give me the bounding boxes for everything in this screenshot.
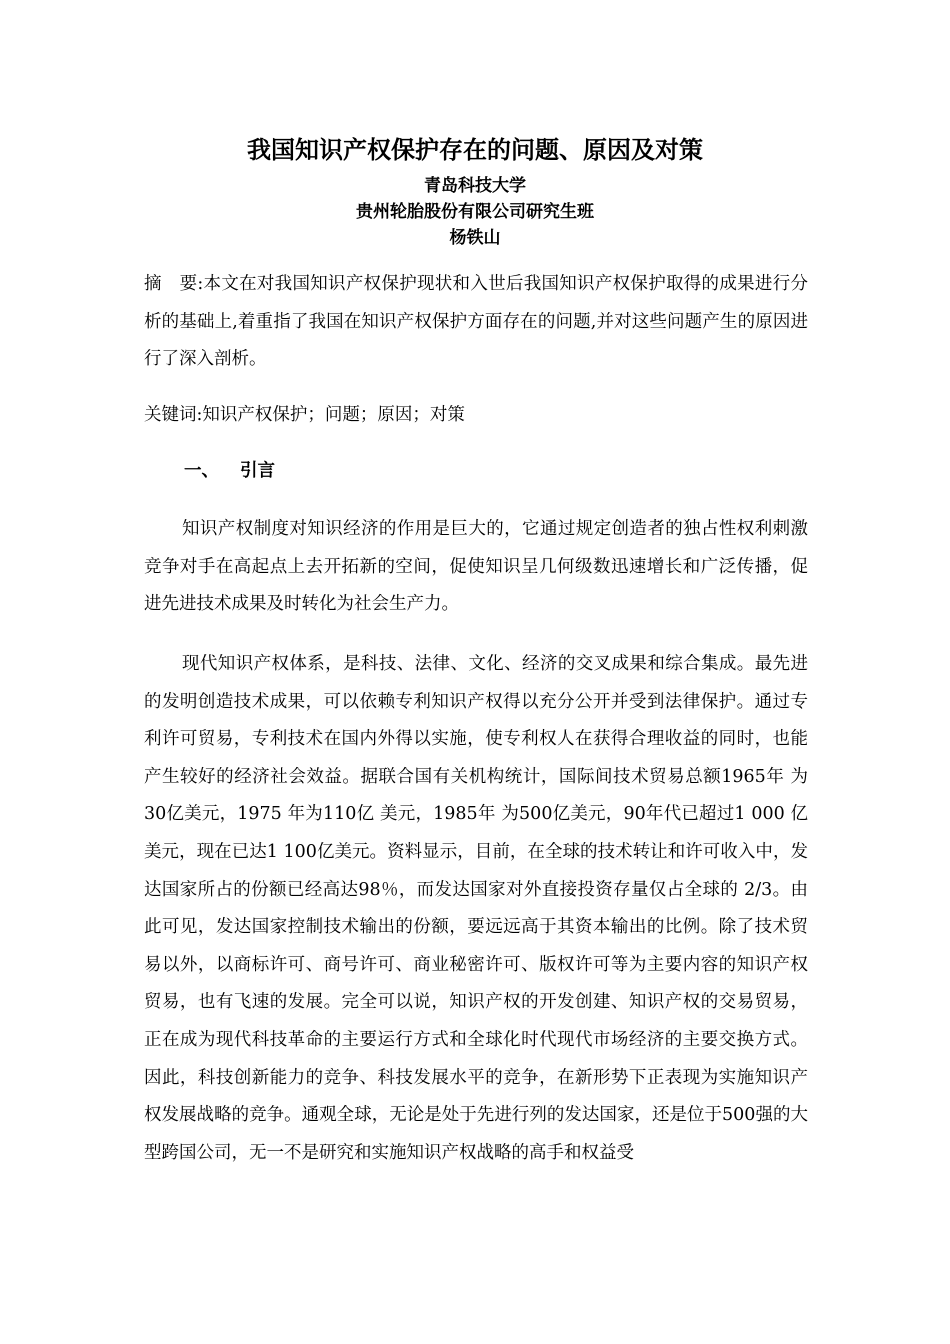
affiliation-company: 贵州轮胎股份有限公司研究生班 <box>356 202 594 222</box>
section-heading <box>184 453 275 491</box>
paragraph: 现代知识产权体系，是科技、法律、文化、经济的交叉成果和综合集成。最先进的发明创造技术成果，可以依赖专利知识产权得以充分公开并受到法律保护。通过专利许可贸易，专利技术在国内外得以实施，使专利权人在获得合理收益的同时，也能产生较好的经济社会效益。据联合国有关机构统计，国际间技术贸易总额1965年 为30亿美元，1975 年为110亿 美元，1985年 为500亿美元，90年代已超过1 000 亿美元，现在已达1 100亿美元。资料显示，目前，在全球的技术转让和许可收入中，发达国家所占的份额已经高达98％，而发达国家对外直接投资存量仅占全球的 2/3。由此可见，发达国家控制技术输出的份额，要远远高于其资本输出的比例。除了技术贸易以外，以商标许可、商号许可、商业秘密许可、版权许可等为主要内容的知识产权贸易，也有飞速的发展。完全可以说，知识产权的开发创建、知识产权的交易贸易，正在成为现代科技革命的主要运行方式和全球化时代现代市场经济的主要交换方式。因此，科技创新能力的竞争、科技发展水平的竞争，在新形势下正表现为实施知识产权发展战略的竞争。通观全球，无论是处于先进行列的发达国家，还是位于500强的大型跨国公司，无一不是研究和实施知识产权战略的高手和权益受 <box>144 654 808 1163</box>
section-title: 引言 <box>240 461 275 481</box>
section-number: 一、 <box>184 461 219 481</box>
keywords: 关键词:知识产权保护；问题；原因；对策 <box>144 405 465 425</box>
abstract: 摘 要:本文在对我国知识产权保护现状和入世后我国知识产权保护取得的成果进行分析的基础上,着重指了我国在知识产权保护方面存在的问题,并对这些问题产生的原因进行了深入剖析。 <box>144 274 808 370</box>
affiliation-university: 青岛科技大学 <box>424 176 526 196</box>
paragraph: 知识产权制度对知识经济的作用是巨大的，它通过规定创造者的独占性权利刺激竞争对手在高起点上去开拓新的空间，促使知识呈几何级数迅速增长和广泛传播，促进先进技术成果及时转化为社会生产力。 <box>144 519 808 615</box>
author-name: 杨铁山 <box>449 228 501 248</box>
document-title: 我国知识产权保护存在的问题、原因及对策 <box>247 136 703 164</box>
